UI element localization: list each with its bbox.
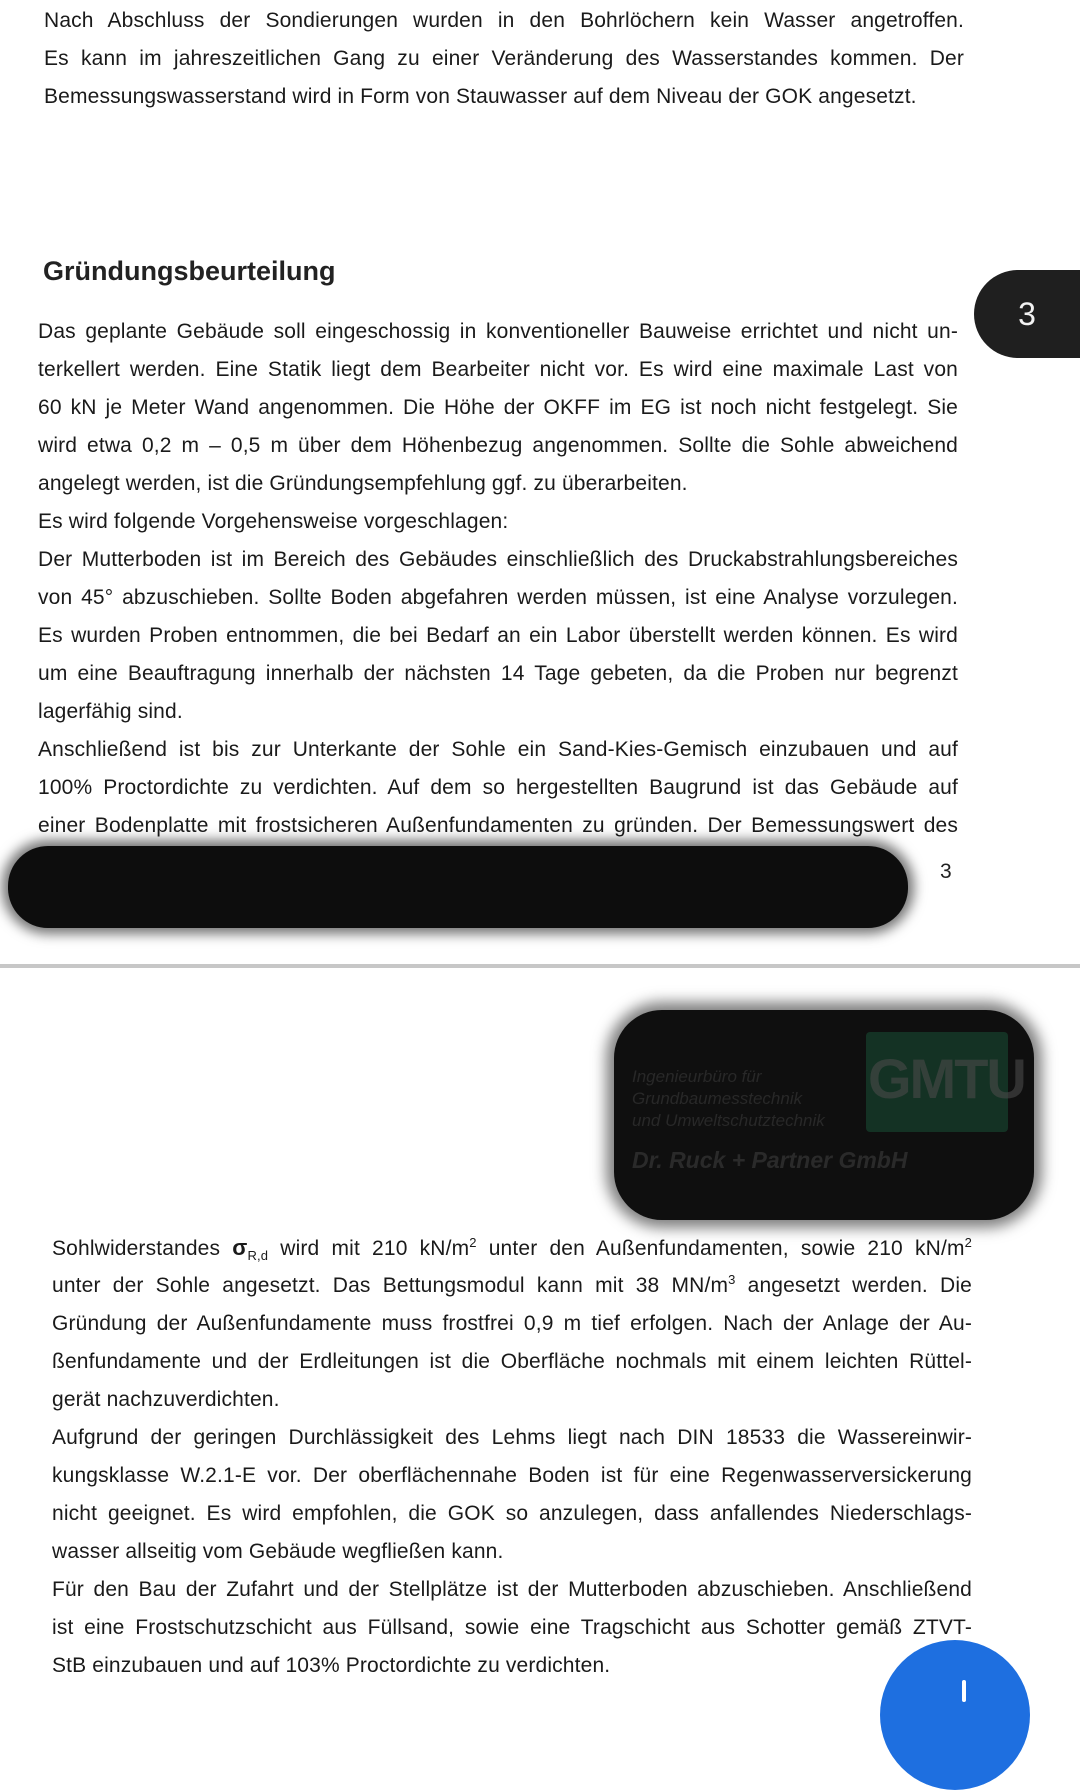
text-line: StB einzubauen und auf 103% Proctordichte zu verdichten. xyxy=(52,1654,611,1677)
text-line: Es kann im jahreszeitlichen Gang zu einer Veränderung des Wasserstandes kommen. Der xyxy=(44,47,964,70)
text-line: kungsklasse W.2.1-E vor. Der oberflächennahe Boden ist für eine Regenwasserversickerung xyxy=(52,1464,972,1487)
text-line: um eine Beauftragung innerhalb der nächsten 14 Tage gebeten, da die Proben nur begrenzt xyxy=(38,662,958,685)
floating-action-button[interactable] xyxy=(880,1640,1030,1790)
text-line: Anschließend ist bis zur Unterkante der Sohle ein Sand-Kies-Gemisch einzubauen und auf xyxy=(38,738,958,761)
text-line: wird etwa 0,2 m – 0,5 m über dem Höhenbezug angenommen. Sollte die Sohle abweichend xyxy=(38,434,958,457)
text-line: angelegt werden, ist die Gründungsempfehlung ggf. zu überarbeiten. xyxy=(38,472,688,495)
logo-subtitle-line: Grundbaumesstechnik xyxy=(632,1089,803,1108)
text-line: Gründung der Außenfundamente muss frostfrei 0,9 m tief erfolgen. Nach der Anlage der Au- xyxy=(52,1312,972,1335)
subscript: R,d xyxy=(247,1248,269,1264)
text-line: wasser allseitig vom Gebäude wegfließen kann. xyxy=(52,1540,504,1563)
logo-subtitle-line: Ingenieurbüro für xyxy=(632,1067,762,1086)
text-line: lagerfähig sind. xyxy=(38,700,183,723)
text-run: Sohlwiderstandes xyxy=(52,1237,233,1260)
fab-icon xyxy=(962,1680,966,1702)
text-run: angesetzt werden. Die xyxy=(735,1274,973,1297)
footer-redaction xyxy=(8,846,908,928)
text-line: ist eine Frostschutzschicht aus Füllsand, sowie eine Tragschicht aus Schotter gemäß ZTVT- xyxy=(52,1616,972,1639)
company-logo-subtitle xyxy=(632,1066,825,1132)
page-number: 3 xyxy=(940,860,952,883)
text-line: Aufgrund der geringen Durchlässigkeit des Lehms liegt nach DIN 18533 die Wassereinwir- xyxy=(52,1426,972,1449)
text-line: nicht geeignet. Es wird empfohlen, die GOK so anzulegen, dass anfallendes Niederschlags- xyxy=(52,1502,972,1525)
text-line: Bemessungswasserstand wird in Form von Stauwasser auf dem Niveau der GOK angesetzt. xyxy=(44,85,917,108)
sigma-symbol: σ xyxy=(232,1235,248,1260)
text-line: Es wird folgende Vorgehensweise vorgeschlagen: xyxy=(38,510,509,533)
text-run: wird mit 210 kN/m xyxy=(268,1237,470,1260)
text-line: Nach Abschluss der Sondierungen wurden in den Bohrlöchern kein Wasser angetroffen. xyxy=(44,9,964,32)
text-line: Es wurden Proben entnommen, die bei Bedarf an ein Labor überstellt werden können. Es wird xyxy=(38,624,958,647)
superscript: 2 xyxy=(469,1235,477,1250)
text-run: unter der Sohle angesetzt. Das Bettungsmodul kann mit 38 MN/m xyxy=(52,1274,729,1297)
text-run: unter den Außenfundamenten, sowie 210 kN/m xyxy=(476,1237,965,1260)
superscript: 2 xyxy=(964,1235,972,1250)
paragraph-groundwater xyxy=(44,2,964,116)
text-line: 60 kN je Meter Wand angenommen. Die Höhe der OKFF im EG ist noch nicht festgelegt. Sie xyxy=(38,396,958,419)
company-name: Dr. Ruck + Partner GmbH xyxy=(632,1147,908,1173)
text-line: von 45° abzuschieben. Sollte Boden abgefahren werden müssen, ist eine Analyse vorzulegen. xyxy=(38,586,958,609)
text-line: 100% Proctordichte zu verdichten. Auf dem so hergestellten Baugrund ist das Gebäude auf xyxy=(38,776,958,799)
text-line: einer Bodenplatte mit frostsicheren Außenfundamenten zu gründen. Der Bemessungswert des xyxy=(38,814,958,837)
text-line: Das geplante Gebäude soll eingeschossig in konventioneller Bauweise errichtet und nicht un- xyxy=(38,320,958,343)
company-logo-text: GMTU xyxy=(868,1047,1025,1110)
paragraph-foundation-continued xyxy=(52,1229,972,1685)
page-indicator-tab[interactable]: 3 xyxy=(974,270,1080,358)
text-line xyxy=(52,1229,972,1267)
section-heading: Gründungsbeurteilung xyxy=(43,256,336,286)
text-line: Der Mutterboden ist im Bereich des Gebäudes einschließlich des Druckabstrahlungsbereiches xyxy=(38,548,958,571)
superscript: 3 xyxy=(728,1272,736,1287)
logo-subtitle-line: und Umweltschutztechnik xyxy=(632,1111,825,1130)
text-line: terkellert werden. Eine Statik liegt dem Bearbeiter nicht vor. Es wird eine maximale Last von xyxy=(38,358,958,381)
text-line: gerät nachzuverdichten. xyxy=(52,1388,280,1411)
text-line: Für den Bau der Zufahrt und der Stellplätze ist der Mutterboden abzuschieben. Anschließend xyxy=(52,1578,972,1601)
text-line xyxy=(52,1267,972,1305)
paragraph-foundation xyxy=(38,313,958,845)
text-line: ßenfundamente und der Erdleitungen ist die Oberfläche nochmals mit einem leichten Rüttel- xyxy=(52,1350,972,1373)
page-separator xyxy=(0,964,1080,968)
